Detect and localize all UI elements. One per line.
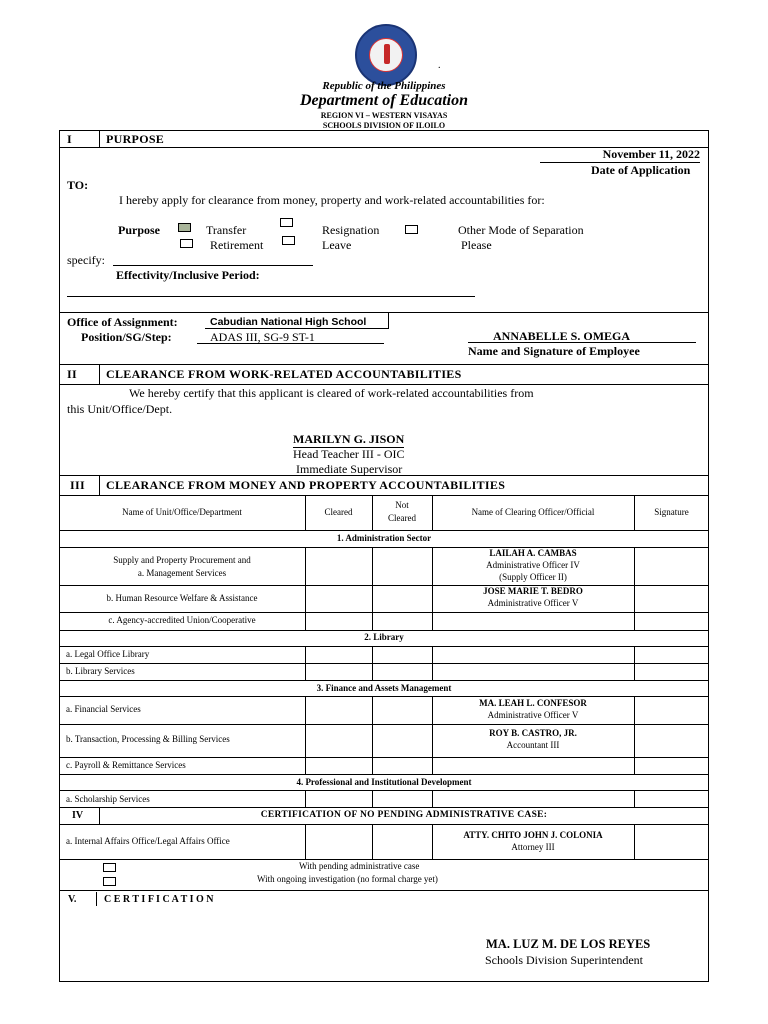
ongoing-investigation-label: With ongoing investigation (no formal charge yet) — [257, 874, 438, 884]
divider — [388, 312, 389, 329]
retirement-checkbox[interactable] — [180, 239, 193, 248]
sector1-heading: 1. Administration Sector — [336, 533, 432, 543]
row-line — [59, 724, 709, 725]
row-line — [59, 757, 709, 758]
grid-line — [372, 547, 373, 630]
grid-line — [634, 696, 635, 774]
other-mode-checkbox[interactable] — [405, 225, 418, 234]
leave-checkbox[interactable] — [282, 236, 295, 245]
payroll-row: c. Payroll & Remittance Services — [66, 760, 186, 770]
officer1-note: (Supply Officer II) — [499, 572, 567, 582]
col-not-header: Not — [395, 500, 409, 510]
transaction-row: b. Transaction, Processing & Billing Services — [66, 734, 230, 744]
grid-line — [634, 824, 635, 859]
grid-line — [372, 696, 373, 774]
row-line — [59, 612, 709, 613]
officer4-title: Accountant III — [506, 740, 560, 750]
grid-line — [634, 790, 635, 807]
hr-row: b. Human Resource Welfare & Assistance — [106, 593, 258, 603]
sector3-heading: 3. Finance and Assets Management — [316, 683, 452, 693]
sector2-heading: 2. Library — [364, 632, 404, 642]
section4-number: IV — [72, 810, 84, 821]
divider — [96, 892, 97, 906]
officer4-name: ROY B. CASTRO, JR. — [489, 728, 577, 738]
certify-line1: We hereby certify that this applicant is cleared of work-related accountabilities from — [129, 386, 534, 400]
row-line — [59, 530, 709, 531]
employee-name: ANNABELLE S. OMEGA — [493, 329, 631, 343]
deped-seal — [355, 24, 417, 86]
leave-label: Leave — [322, 238, 352, 252]
col-unit-header: Name of Unit/Office/Department — [122, 507, 242, 517]
row-line — [59, 807, 709, 808]
position-label: Position/SG/Step: — [81, 330, 172, 344]
divider — [99, 475, 100, 495]
divider — [59, 312, 709, 313]
resignation-checkbox[interactable] — [280, 218, 293, 227]
position-line — [197, 343, 384, 344]
grid-line — [305, 696, 306, 774]
row-line — [59, 824, 709, 825]
divider — [59, 495, 709, 496]
row-line — [59, 663, 709, 664]
col-not-cleared-header: Cleared — [388, 513, 416, 523]
date-label: Date of Application — [591, 163, 691, 177]
header-dot: . — [438, 60, 441, 71]
row-line — [59, 696, 709, 697]
specify-line[interactable] — [113, 265, 313, 266]
row-line — [59, 890, 709, 891]
sds-title: Schools Division Superintendent — [485, 953, 643, 967]
row-line — [59, 790, 709, 791]
grid-line — [432, 790, 433, 807]
grid-line — [305, 790, 306, 807]
supervisor-name: MARILYN G. JISON — [293, 432, 405, 446]
supervisor-role: Immediate Supervisor — [296, 462, 403, 476]
position-value: ADAS III, SG-9 ST-1 — [210, 330, 315, 344]
ongoing-investigation-checkbox[interactable] — [103, 877, 116, 886]
divider — [59, 475, 709, 476]
grid-line — [305, 824, 306, 859]
divider — [99, 364, 100, 384]
resignation-label: Resignation — [322, 223, 380, 237]
row-line — [59, 680, 709, 681]
officer1-title: Administrative Officer IV — [486, 560, 580, 570]
divider — [99, 130, 100, 147]
officer3-title: Administrative Officer V — [487, 710, 579, 720]
atty-name: ATTY. CHITO JOHN J. COLONIA — [463, 830, 603, 840]
legal-library-row: a. Legal Office Library — [66, 649, 150, 659]
header-department: Department of Education — [299, 92, 468, 109]
to-label: TO: — [67, 178, 89, 192]
section1-number: I — [67, 132, 72, 146]
section4-title: CERTIFICATION OF NO PENDING ADMINISTRATIVE CASE: — [260, 810, 548, 820]
row-line — [59, 859, 709, 860]
retirement-label: Retirement — [210, 238, 264, 252]
grid-line — [305, 547, 306, 630]
supply-line2: a. Management Services — [137, 568, 227, 578]
section3-number: III — [70, 478, 85, 492]
financial-row: a. Financial Services — [66, 704, 141, 714]
col-officer-header: Name of Clearing Officer/Official — [471, 507, 595, 517]
divider — [59, 364, 709, 365]
transfer-checkbox[interactable] — [178, 223, 191, 232]
header-region: REGION VI – WESTERN VISAYAS — [320, 111, 448, 120]
section5-title: C E R T I F I C A T I O N — [104, 894, 214, 905]
grid-line — [372, 824, 373, 859]
internal-affairs-row: a. Internal Affairs Office/Legal Affairs Office — [66, 836, 230, 846]
supply-line1: Supply and Property Procurement and — [113, 555, 251, 565]
office-line — [205, 328, 388, 329]
effectivity-label: Effectivity/Inclusive Period: — [116, 268, 260, 282]
apply-text: I hereby apply for clearance from money, property and work-related accountabilities for: — [119, 193, 545, 207]
header-division: SCHOOLS DIVISION OF ILOILO — [322, 121, 446, 130]
supervisor-title: Head Teacher III - OIC — [293, 447, 405, 461]
officer1-name: LAILAH A. CAMBAS — [489, 548, 577, 558]
row-line — [59, 774, 709, 775]
sds-name: MA. LUZ M. DE LOS REYES — [486, 937, 651, 951]
section2-number: II — [67, 367, 77, 381]
row-line — [59, 630, 709, 631]
divider — [59, 384, 709, 385]
transfer-label: Transfer — [206, 223, 247, 237]
torch-icon — [384, 44, 390, 64]
purpose-label: Purpose — [118, 223, 160, 237]
please-label: Please — [461, 238, 492, 252]
application-date: November 11, 2022 — [540, 147, 700, 163]
section2-title: CLEARANCE FROM WORK-RELATED ACCOUNTABILITIES — [106, 367, 462, 381]
officer2-name: JOSE MARIE T. BEDRO — [483, 586, 583, 596]
header-republic: Republic of the Philippines — [322, 80, 446, 92]
pending-case-checkbox[interactable] — [103, 863, 116, 872]
office-label: Office of Assignment: — [67, 315, 178, 329]
section5-number: V. — [68, 894, 77, 905]
office-value: Cabudian National High School — [210, 316, 367, 328]
other-mode-label: Other Mode of Separation — [458, 223, 584, 237]
grid-line — [634, 547, 635, 630]
specify-label: specify: — [67, 253, 105, 267]
employee-signature-line — [468, 342, 696, 343]
col-signature-header: Signature — [654, 507, 689, 517]
seal-inner — [369, 38, 403, 72]
pending-case-label: With pending administrative case — [299, 861, 420, 871]
employee-caption: Name and Signature of Employee — [468, 344, 640, 358]
row-line — [59, 646, 709, 647]
atty-title: Attorney III — [511, 842, 555, 852]
officer3-name: MA. LEAH L. CONFESOR — [479, 698, 587, 708]
scholarship-row: a. Scholarship Services — [66, 794, 150, 804]
library-services-row: b. Library Services — [66, 666, 135, 676]
union-row: c. Agency-accredited Union/Cooperative — [108, 615, 256, 625]
sector4-heading: 4. Professional and Institutional Development — [296, 777, 472, 787]
grid-line — [372, 790, 373, 807]
section3-title: CLEARANCE FROM MONEY AND PROPERTY ACCOUNTABILITIES — [106, 478, 506, 492]
certify-line2: this Unit/Office/Dept. — [67, 402, 173, 416]
officer2-title: Administrative Officer V — [487, 598, 579, 608]
col-cleared-header: Cleared — [324, 507, 353, 517]
section1-title: PURPOSE — [106, 132, 165, 146]
effectivity-line[interactable] — [67, 296, 475, 297]
